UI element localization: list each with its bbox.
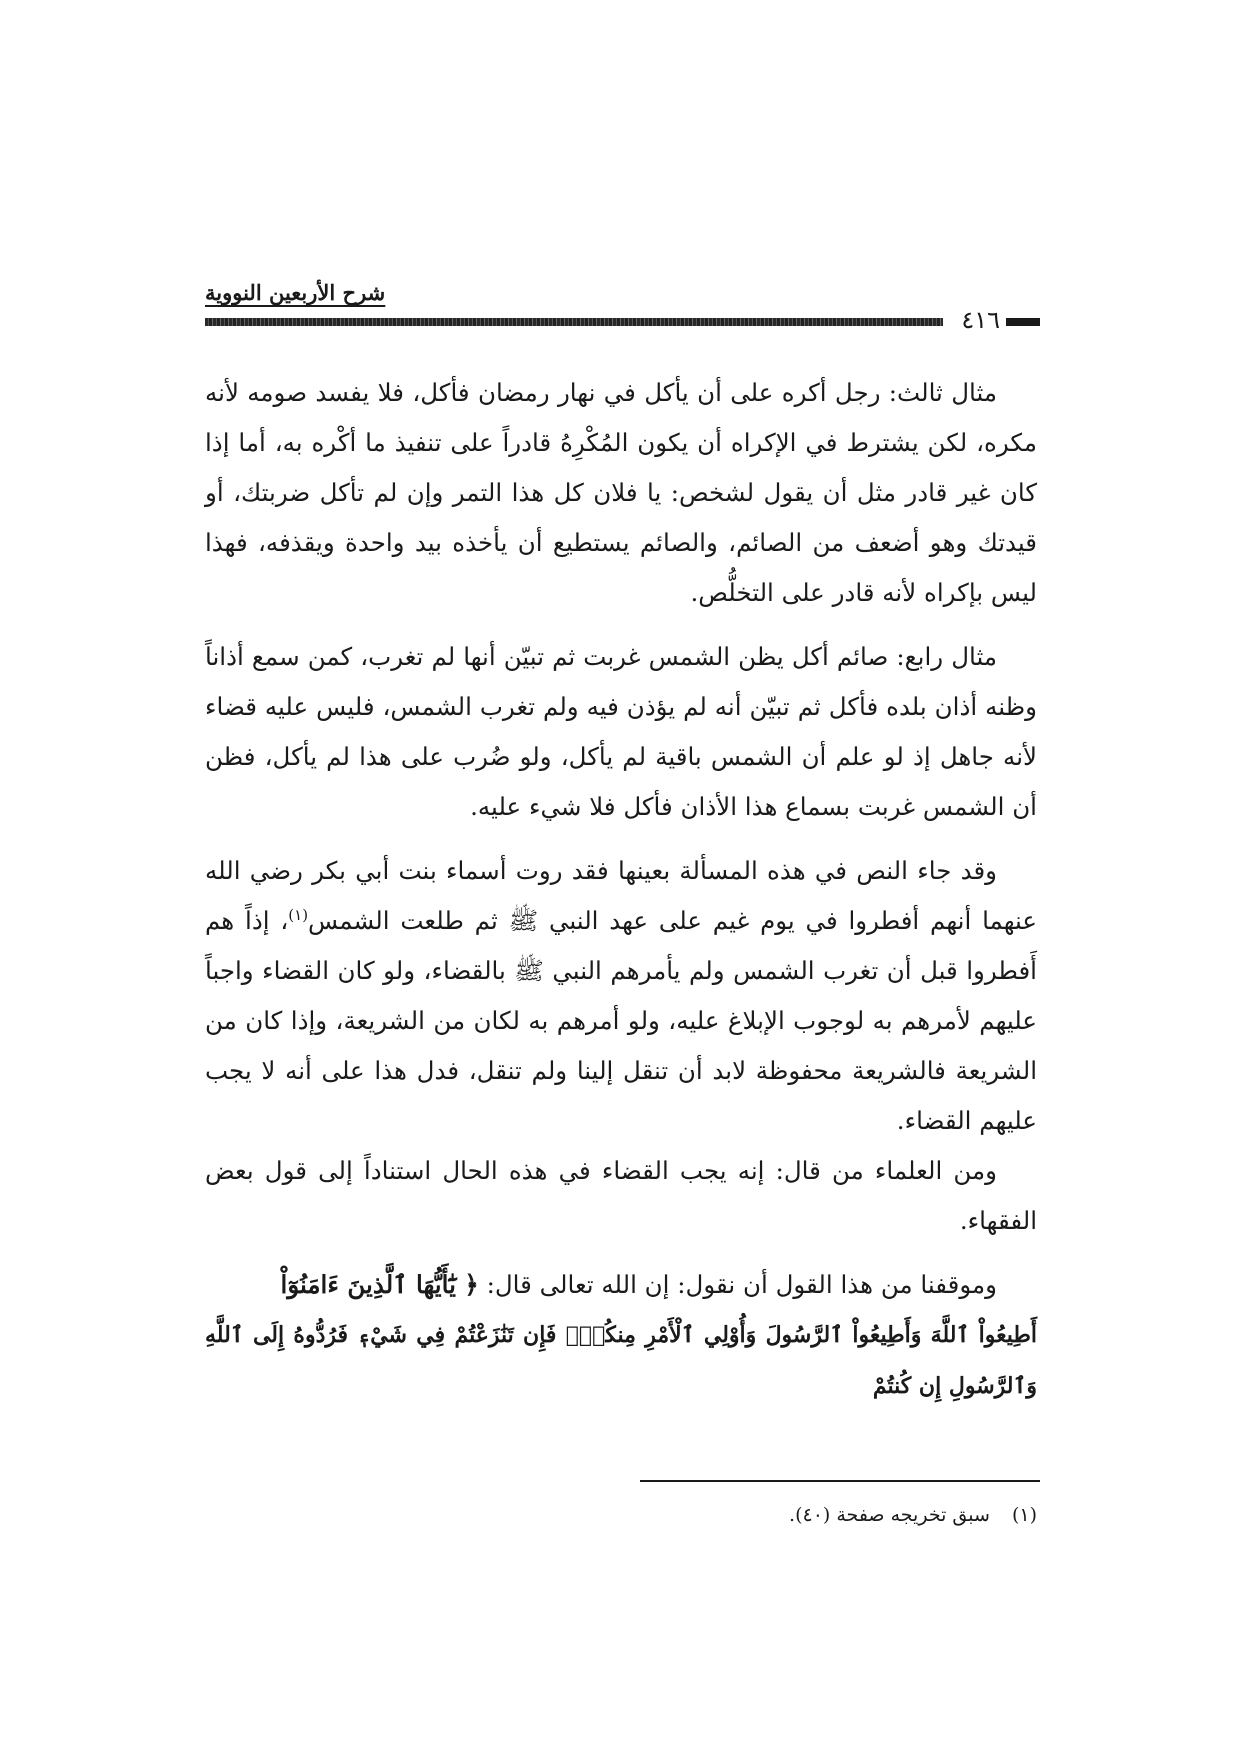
- paragraph-asma-hadith-part-2: ، إذاً هم أَفطروا قبل أن تغرب الشمس ولم يأمرهم النبي ﷺ بالقضاء، ولو كان القضاء واجباً عليهم لأمرهم به لوجوب الإبلاغ عليه، ولو أمرهم به لكان من الشريعة، وإذا كان من الشريعة فالشريعة محفوظة لابد أن تنقل إلينا ولم تنقل، فدل هذا على أنه لا يجب عليهم القضاء.: [205, 906, 1037, 1135]
- paragraph-example-three: مثال ثالث: رجل أكره على أن يأكل في نهار رمضان فأكل، فلا يفسد صومه لأنه مكره، لكن يشترط في الإكراه أن يكون المُكْرِهُ قادراً على تنفيذ ما أكْره به، أما إذا كان غير قادر مثل أن يقول لشخص: يا فلان كل هذا التمر وإن لم تأكل ضربتك، أو قيدتك وهو أضعف من الصائم، والصائم يستطيع أن يأخذه بيد واحدة ويقذفه، فهذا ليس بإكراه لأنه قادر على التخلُّص.: [205, 378, 1037, 607]
- quran-verse-opening: ﴿ يَٰٓأَيُّهَا ٱلَّذِينَ ءَامَنُوٓاْ: [280, 1270, 479, 1299]
- header-rule: [205, 318, 943, 326]
- footnote-separator: [640, 1480, 1040, 1482]
- paragraph-scholars-opinion: ومن العلماء من قال: إنه يجب القضاء في هذه الحال استناداً إلى قول بعض الفقهاء.: [205, 1156, 1037, 1235]
- page-number: ٤١٦: [961, 306, 1000, 334]
- footnote-text: سبق تخريجه صفحة (٤٠).: [789, 1504, 990, 1526]
- quran-verse-line: [205, 1310, 1037, 1412]
- quran-verse-text: أَطِيعُواْ ٱللَّهَ وَأَطِيعُواْ ٱلرَّسُولَ وَأُوْلِي ٱلْأَمْرِ مِنكُمْۖ فَإِن تَنَٰزَعْتُمْ فِي شَيْءٖ فَرُدُّوهُ إِلَى ٱللَّهِ وَٱلرَّسُولِ إِن كُنتُمْ: [205, 1322, 1037, 1399]
- paragraph-our-position-intro: وموقفنا من هذا القول أن نقول: إن الله تعالى قال:: [478, 1270, 997, 1299]
- running-title: شرح الأربعين النووية: [205, 280, 386, 305]
- paragraph-our-position: [205, 1260, 1037, 1310]
- page-header: [205, 280, 1040, 340]
- paragraph-example-four: مثال رابع: صائم أكل يظن الشمس غربت ثم تبيّن أنها لم تغرب، كمن سمع أذاناً وظنه أذان بلده فأكل ثم تبيّن أنه لم يؤذن فيه ولم تغرب الشمس، فليس عليه قضاء لأنه جاهل إذ لو علم أن الشمس باقية لم يأكل، ولو ضُرب على هذا لم يأكل، فظن أن الشمس غربت بسماع هذا الأذان فأكل فلا شيء عليه.: [205, 642, 1037, 821]
- paragraph-asma-hadith: [205, 846, 1037, 1146]
- footnote-number: (١): [1011, 1504, 1037, 1526]
- paragraph-asma-hadith-part-1: وقد جاء النص في هذه المسألة بعينها فقد روت أسماء بنت أبي بكر رضي الله عنهما أنهم أفطروا في يوم غيم على عهد النبي ﷺ ثم طلعت الشمس: [205, 856, 1038, 935]
- body-text: [205, 368, 1037, 1412]
- footnote-reference: (١): [288, 905, 309, 924]
- footnote: [205, 1500, 1037, 1530]
- page-number-mark: [1006, 318, 1040, 326]
